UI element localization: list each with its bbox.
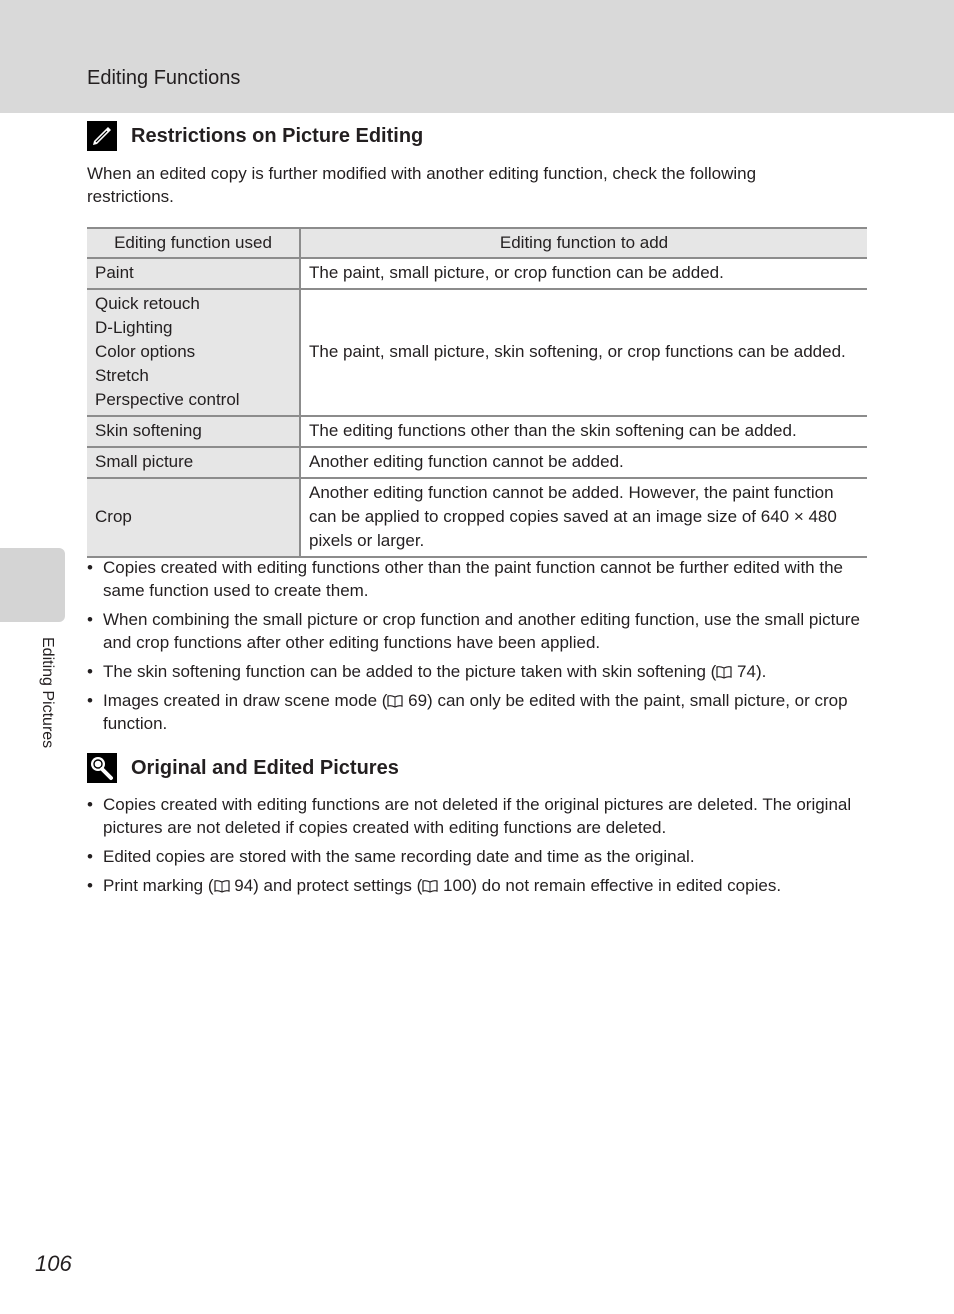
table-cell-add: The paint, small picture, skin softening, or crop functions can be added. <box>300 289 867 416</box>
restrictions-table <box>87 227 867 558</box>
table-row <box>87 258 867 289</box>
table-row <box>87 289 867 416</box>
original-title: Original and Edited Pictures <box>131 756 399 779</box>
list-item: • When combining the small picture or crop function and another editing function, use the small picture and crop functions after other editing functions have been applied. <box>87 608 867 654</box>
restrictions-heading <box>87 121 423 151</box>
table-cell-add: Another editing function cannot be added. <box>300 447 867 478</box>
table-header-used: Editing function used <box>87 228 300 258</box>
magnifier-info-icon <box>87 753 117 783</box>
function-name: Small picture <box>95 452 194 471</box>
function-name: Stretch <box>95 366 149 385</box>
function-name: Perspective control <box>95 390 240 409</box>
table-cell-used <box>87 447 300 478</box>
book-reference-icon <box>214 876 230 890</box>
note-pencil-icon <box>87 121 117 151</box>
table-cell-add: The editing functions other than the skin softening can be added. <box>300 416 867 447</box>
table-cell-add: The paint, small picture, or crop function can be added. <box>300 258 867 289</box>
restrictions-title: Restrictions on Picture Editing <box>131 124 424 147</box>
table-cell-used <box>87 416 300 447</box>
table-cell-add: Another editing function cannot be added. However, the paint function can be applied to cropped copies saved at an image size of 640 × 480 pixels or larger. <box>309 483 837 550</box>
table-row <box>87 416 867 447</box>
list-item: • Print marking ( 94) and protect settings ( 100) do not remain effective in edited copies. <box>87 874 867 897</box>
restrictions-bullets <box>87 556 867 741</box>
original-bullets <box>87 793 867 903</box>
function-name: Paint <box>95 263 134 282</box>
page-header-title: Editing Functions <box>87 67 241 89</box>
table-cell-used <box>87 258 300 289</box>
list-item: • Copies created with editing functions other than the paint function cannot be further edited with the same function used to create them. <box>87 556 867 602</box>
function-name: Color options <box>95 342 196 361</box>
list-item: • Images created in draw scene mode ( 69) can only be edited with the paint, small picture, or crop function. <box>87 689 867 735</box>
table-header-row <box>87 228 867 258</box>
function-name: Skin softening <box>95 421 202 440</box>
side-tab-label: Editing Pictures <box>39 637 56 749</box>
function-name: Crop <box>95 507 132 526</box>
table-cell-used <box>87 289 300 416</box>
side-tab <box>0 548 65 622</box>
table-cell-used <box>87 478 300 557</box>
table-row <box>87 447 867 478</box>
header-band <box>0 0 954 113</box>
restrictions-intro: When an edited copy is further modified with another editing function, check the following restrictions. <box>87 164 757 206</box>
list-item: • Copies created with editing functions are not deleted if the original pictures are deleted. The original pictures are not deleted if copies created with editing functions are deleted. <box>87 793 867 839</box>
table-row <box>87 478 867 557</box>
original-heading <box>87 753 399 783</box>
book-reference-icon <box>716 662 732 676</box>
list-item: • Edited copies are stored with the same recording date and time as the original. <box>87 845 867 868</box>
function-name: Quick retouch <box>95 294 200 313</box>
table-header-add: Editing function to add <box>300 228 867 258</box>
list-item: • The skin softening function can be added to the picture taken with skin softening ( 74). <box>87 660 867 683</box>
function-name: D-Lighting <box>95 318 173 337</box>
page-number: 106 <box>35 1251 72 1276</box>
book-reference-icon <box>387 691 403 705</box>
book-reference-icon <box>422 876 438 890</box>
